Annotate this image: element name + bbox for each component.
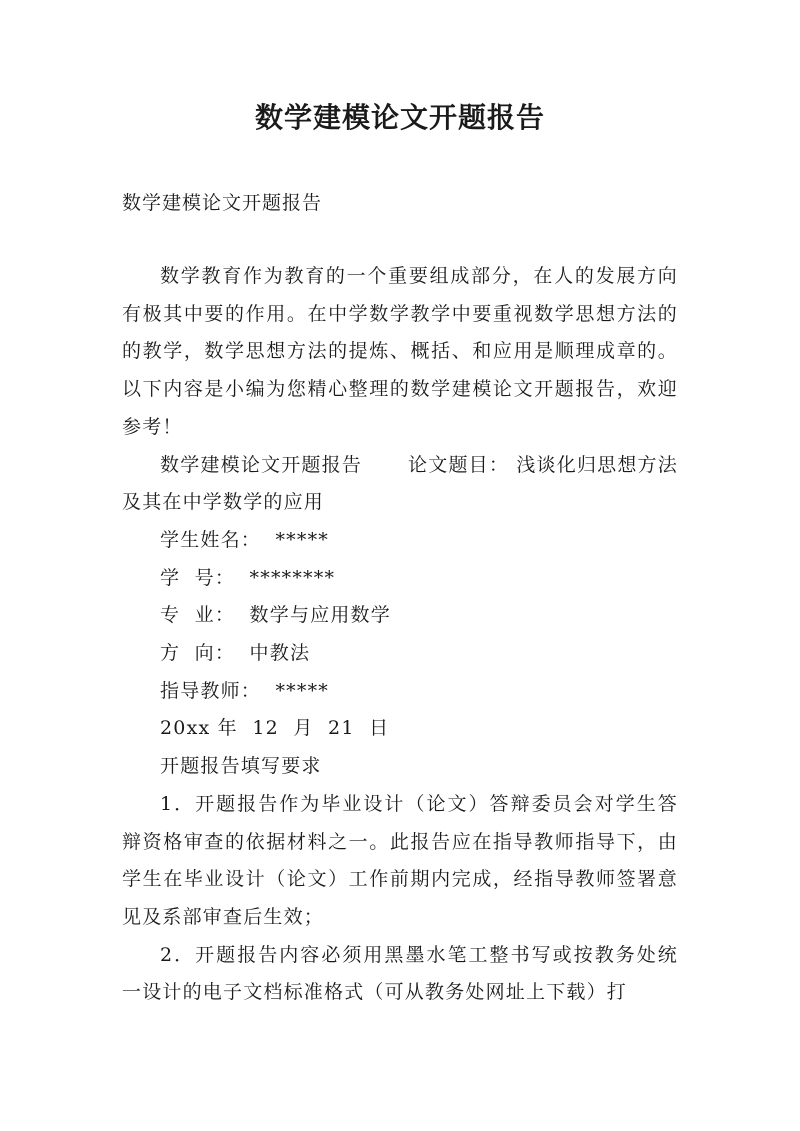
page-title: 数学建模论文开题报告 — [254, 101, 545, 134]
direction-field: 方 向： 中教法 — [160, 642, 311, 665]
document-subtitle: 数学建模论文开题报告 — [122, 192, 323, 214]
intro-paragraph: 数学教育作为教育的一个重要组成部分，在人的发展方向有极其中要的作用。在中学数学教学中要重视数学思想方法的的教学，数学思想方法的提炼、概括、和应用是顺理成章的。以下内容是小编为您精心整理的数学建模论文开题报告，欢迎参考！ — [122, 265, 678, 438]
major-field: 专 业： 数学与应用数学 — [160, 604, 391, 627]
report-heading: 数学建模论文开题报告 — [160, 453, 363, 476]
student-name-field: 学生姓名： ***** — [160, 528, 329, 551]
report-topic-paragraph — [122, 447, 678, 522]
student-id-field: 学 号： ******** — [160, 566, 336, 589]
topic-label: 论文题目： — [408, 453, 510, 476]
topic-value: 浅谈化归思想方法及其在中学数学的应用 — [122, 453, 678, 514]
requirement-2: 2．开题报告内容必须用黑墨水笔工整书写或按教务处统一设计的电子文档标准格式（可从教务处网址上下载）打 — [122, 943, 678, 1004]
document-body — [122, 258, 678, 1012]
requirement-1: 1．开题报告作为毕业设计（论文）答辩委员会对学生答辩资格审查的依据材料之一。此报告应在指导教师指导下，由学生在毕业设计（论文）工作前期内完成，经指导教师签署意见及系部审查后生效； — [122, 792, 678, 928]
advisor-field: 指导教师： ***** — [160, 679, 329, 702]
date-field: 20xx 年 12 月 21 日 — [160, 717, 390, 740]
requirements-heading: 开题报告填写要求 — [160, 755, 322, 778]
